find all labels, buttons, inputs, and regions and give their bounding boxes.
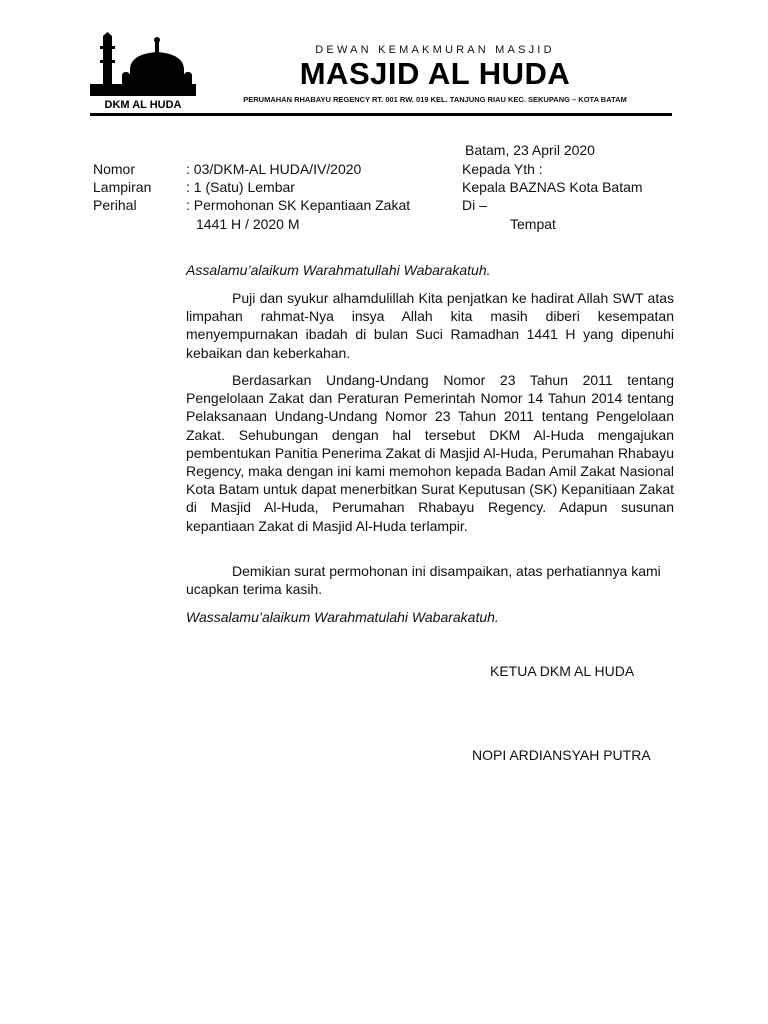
recipient-line: Tempat <box>510 215 556 232</box>
field-label-lampiran: Lampiran <box>93 179 152 196</box>
paragraph: Puji dan syukur alhamdulillah Kita penjatkan ke hadirat Allah SWT atas limpahan rahmat-Nya insya Allah kita masih diberi kesempatan menyempurnakan ibadah di bulan Suci Ramadhan 1441 H yang dipenuhi kebaikan dan keberkahan. <box>186 290 674 361</box>
field-label-nomor: Nomor <box>93 161 136 177</box>
paragraph: Berdasarkan Undang-Undang Nomor 23 Tahun 2011 tentang Pengelolaan Zakat dan Peraturan Pemerintah Nomor 14 Tahun 2014 tentang Pelaksanaan Undang-Undang Nomor 23 Tahun 2011 tentang Pengelolaan Zakat. Sehubungan dengan hal tersebut DKM Al-Huda mengajukan pembentukan Panitia Penerima Zakat di Masjid Al-Huda, Perumahan Rhabayu Regency, maka dengan ini kami memohon kepada Badan Amil Zakat Nasional Kota Batam untuk dapat menerbitkan Surat Keputusan (SK) Kepanitiaan Zakat di Masjid Al-Huda, Perumahan Rhabayu Regency. Adapun susunan kepantiaan Zakat di Masjid Al-Huda terlampir. <box>186 372 674 534</box>
field-value-nomor: : 03/DKM-AL HUDA/IV/2020 <box>186 161 362 177</box>
mosque-logo <box>90 32 196 116</box>
address: PERUMAHAN RHABAYU REGENCY RT. 001 RW. 019 KEL. TANJUNG RIAU KEC. SEKUPANG – KOTA BATAM <box>243 95 627 104</box>
letter-date: Batam, 23 April 2020 <box>465 142 595 158</box>
signatory-title: KETUA DKM AL HUDA <box>490 663 635 679</box>
recipient-line: Kepala BAZNAS Kota Batam <box>462 179 643 196</box>
recipient-line: Kepada Yth : <box>462 161 543 177</box>
recipient-line: Di – <box>462 197 487 214</box>
logo-label: DKM AL HUDA <box>90 96 196 114</box>
field-values <box>186 160 410 233</box>
mosque-name: MASJID AL HUDA <box>299 56 571 91</box>
organization-name: DEWAN KEMAKMURAN MASJID <box>315 44 555 56</box>
greeting: Assalamu’alaikum Warahmatullahi Wabarakatuh. <box>186 262 491 278</box>
field-value-perihal-cont: 1441 H / 2020 M <box>196 215 300 232</box>
field-value-perihal: : Permohonan SK Kepantiaan Zakat <box>186 197 411 214</box>
signatory-name: NOPI ARDIANSYAH PUTRA <box>472 747 651 763</box>
field-label-perihal: Perihal <box>93 197 137 214</box>
closing: Wassalamu’alaikum Warahmatulahi Wabarakatuh. <box>186 609 499 625</box>
header-divider <box>90 113 672 116</box>
paragraph: Demikian surat permohonan ini disampaikan, atas perhatiannya kami ucapkan terima kasih. <box>186 563 661 598</box>
field-value-lampiran: : 1 (Satu) Lembar <box>186 179 295 196</box>
recipient-block <box>462 160 643 233</box>
field-labels <box>93 160 151 215</box>
